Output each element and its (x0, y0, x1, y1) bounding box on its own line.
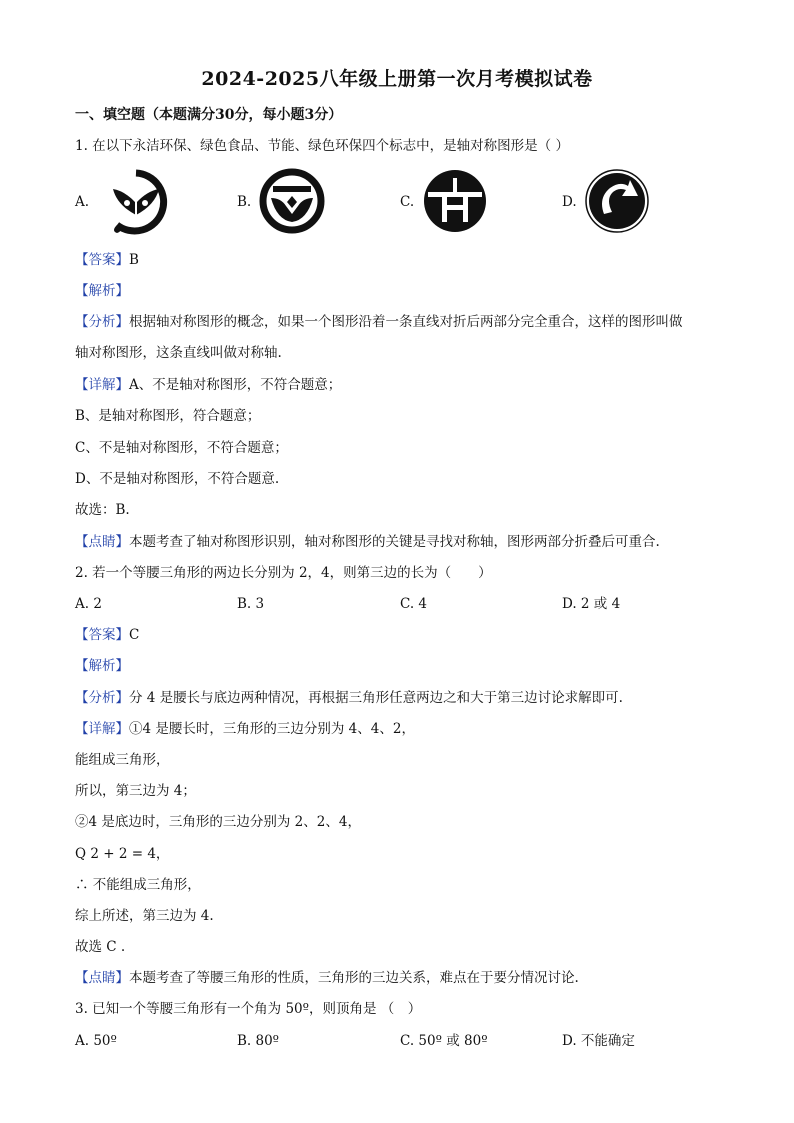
q1-detail-line-2: B、是轴对称图形，符合题意； (75, 408, 261, 424)
q1-logo-d-icon (584, 168, 650, 234)
q2-option-d: D. 2 或 4 (562, 596, 621, 612)
q1-detail-line-3: C、不是轴对称图形，不符合题意； (75, 440, 288, 456)
q2-detail-line-4: ②4 是底边时，三角形的三边分别为 2、2、4， (75, 814, 361, 830)
q2-analysis-tag: 【解析】 (75, 658, 129, 674)
q1-analysis-tag: 【解析】 (75, 283, 129, 299)
q1-stem: 1. 在以下永洁环保、绿色食品、节能、绿色环保四个标志中，是轴对称图形是（ ） (75, 138, 569, 154)
q1-choice: 故选：B. (75, 502, 130, 518)
q3-option-a: A. 50º (75, 1033, 117, 1049)
q2-detail-line-7: 综上所述，第三边为 4. (75, 908, 214, 924)
q2-option-b: B. 3 (237, 596, 265, 612)
q2-option-a: A. 2 (75, 596, 102, 612)
q3-option-d: D. 不能确定 (562, 1033, 635, 1049)
q2-detail-line-3: 所以，第三边为 4； (75, 783, 196, 799)
q2-stem: 2. 若一个等腰三角形的两边长分别为 2，4，则第三边的长为（ ） (75, 565, 492, 581)
q3-option-c: C. 50º 或 80º (400, 1033, 488, 1049)
q1-analysis-line-1: 【分析】根据轴对称图形的概念，如果一个图形沿着一条直线对折后两部分完全重合，这样的图形叫做 (75, 314, 683, 330)
q1-comment: 【点睛】本题考查了轴对称图形识别，轴对称图形的关键是寻找对称轴，图形两部分折叠后可重合. (75, 534, 660, 550)
q1-option-a-label: A. (75, 194, 90, 210)
q3-option-b: B. 80º (237, 1033, 280, 1049)
q2-detail-line-1: 【详解】①4 是腰长时，三角形的三边分别为 4、4、2， (75, 721, 415, 737)
page-title: 2024-2025八年级上册第一次月考模拟试卷 (201, 68, 593, 90)
q2-answer: 【答案】C (75, 627, 140, 643)
q2-comment: 【点睛】本题考查了等腰三角形的性质，三角形的三边关系，难点在于要分情况讨论. (75, 970, 579, 986)
q1-detail-line-4: D、不是轴对称图形，不符合题意. (75, 471, 280, 487)
section-heading: 一、填空题（本题满分30分，每小题3分） (75, 107, 343, 123)
q2-choice: 故选 C . (75, 939, 126, 955)
q1-analysis-line-2: 轴对称图形，这条直线叫做对称轴. (75, 345, 282, 361)
q1-option-d-label: D. (562, 194, 577, 210)
q2-option-c: C. 4 (400, 596, 428, 612)
q1-logo-c-icon (422, 168, 488, 234)
q2-analysis: 【分析】分 4 是腰长与底边两种情况，再根据三角形任意两边之和大于第三边讨论求解即可. (75, 690, 623, 706)
q1-detail-line-1: 【详解】A、不是轴对称图形，不符合题意； (75, 377, 342, 393)
q2-detail-line-6: ∴ 不能组成三角形， (75, 877, 201, 893)
q1-logo-b-icon (259, 168, 325, 234)
q2-detail-line-5: Q 2 + 2 = 4， (75, 846, 170, 862)
q1-answer: 【答案】B (75, 252, 139, 268)
q3-stem: 3. 已知一个等腰三角形有一个角为 50º，则顶角是 （ ） (75, 1001, 422, 1017)
q1-option-c-label: C. (400, 194, 415, 210)
q1-option-b-label: B. (237, 194, 252, 210)
q1-logo-a-icon (103, 169, 169, 235)
q2-detail-line-2: 能组成三角形， (75, 752, 170, 768)
